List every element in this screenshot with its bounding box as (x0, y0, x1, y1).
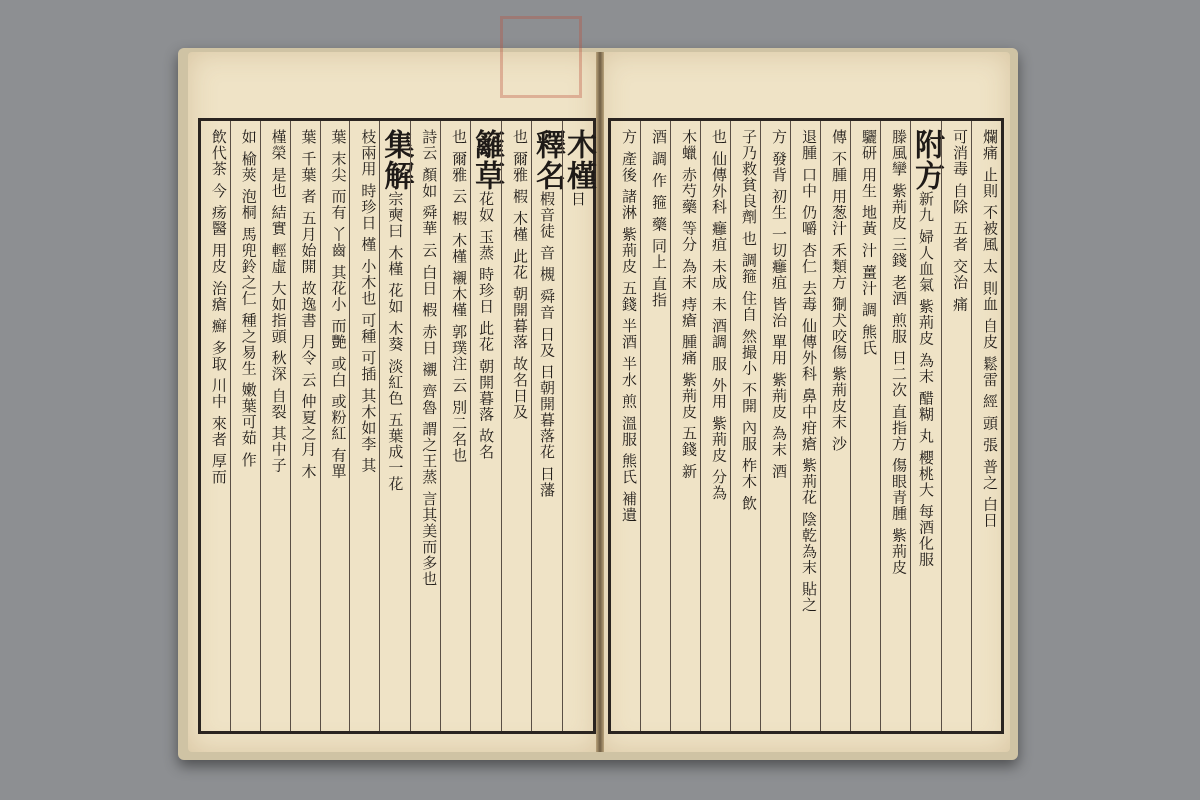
right_page-column (909, 121, 944, 731)
left_page-column (378, 121, 414, 731)
column-body-text: 宗奭曰 木槿 花如 木葵 淡紅色 五葉成一花 (386, 191, 405, 492)
column-body-text: 椵音徒 音 槻 舜音 日及 日朝開暮落花 日藩 (538, 191, 556, 498)
right_page-column (700, 121, 730, 731)
right_page-column (941, 121, 971, 731)
column-body-text: 酒 調 作 箍 藥 同上 直指 (650, 129, 668, 308)
column-heading-text: 木槿 (561, 129, 596, 191)
left_page-column (260, 121, 290, 731)
left_page-column (201, 121, 230, 731)
left_page-column (349, 121, 379, 731)
right_page-column (760, 121, 790, 731)
left-text-block (198, 118, 596, 734)
column-body-text: 可消毒 自除 五者 交治 痛 (951, 129, 969, 313)
column-body-text: 花奴 玉蒸 時珍日 此花 朝開暮落 故名 (477, 191, 496, 460)
left_page-column (530, 121, 565, 731)
left_page-column (230, 121, 260, 731)
column-body-text: 木蠟 赤芍藥 等分 為末 痔瘡 腫痛 紫荊皮 五錢 新 (680, 129, 698, 480)
right-text-block (608, 118, 1004, 734)
right_page-column (640, 121, 670, 731)
left_page-column (290, 121, 320, 731)
right_page-column (971, 121, 1001, 731)
column-body-text: 滕風攣 紫荊皮 三錢 老酒 煎服 日二次 直指方 傷眼青腫 紫荊皮 (890, 129, 908, 576)
column-body-text: 如 榆莢 泡桐 馬兜鈴之仁 種之易生 嫩葉可茹 作 (239, 129, 258, 468)
column-heading-text: 籬草 (469, 129, 505, 191)
library-seal-mark (500, 16, 582, 98)
column-body-text: 也 爾雅 云 椵 木槿 襯木槿 郭璞注 云 別二名也 (450, 129, 469, 464)
column-body-text: 葉 末尖 而有 丫齒 其花小 而艷 或白 或粉紅 有單 (329, 129, 348, 480)
right_page-column (611, 121, 640, 731)
column-body-text: 也 爾雅 椵 木槿 此花 朝開暮落 故名日及 (511, 129, 529, 420)
right_page-column (790, 121, 820, 731)
column-body-text: 方 發背 初生 一切癰疽 皆治 單用 紫荊皮 為末 酒 (770, 129, 788, 480)
column-body-text: 枝兩用 時珍日 槿 小木也 可種 可插 其木如李 其 (359, 129, 378, 474)
right_page-column (880, 121, 910, 731)
right_page-column (730, 121, 760, 731)
column-heading-text: 集解 (378, 129, 414, 191)
column-heading-text: 釋名 (530, 129, 565, 191)
right_page-column (850, 121, 880, 731)
left_page-column (501, 121, 531, 731)
left_page-column (440, 121, 470, 731)
column-body-text: 傳 不腫 用葱汁 禾類方 猘犬咬傷 紫荊皮末 沙 (830, 129, 848, 452)
left_page-column (320, 121, 350, 731)
column-body-text: 新九 婦人血氣 紫荊皮 為末 醋糊 丸 櫻桃大 每酒化服 (917, 191, 935, 568)
column-body-text: 詩云 顏如 舜華 云 白日 椵 赤日 襯 齊魯 謂之王蒸 言其美而多也 (420, 129, 439, 587)
column-body-text: 退腫 口中 仍嚼 杏仁 去毒 仙傳外科 鼻中疳瘡 紫荊花 陰乾為末 貼之 (800, 129, 818, 613)
column-body-text: 日 (569, 191, 587, 207)
right_page-column (820, 121, 850, 731)
column-heading-text: 附方 (909, 129, 944, 191)
left_page-column (469, 121, 505, 731)
column-body-text: 葉 千葉 者 五月始開 故逸書 月令 云 仲夏之月 木 (299, 129, 318, 480)
column-body-text: 子乃救貧良劑 也 調箍 住自 然撮小 不開 內服 柞木 飲 (740, 129, 758, 512)
left_page-column (410, 121, 440, 731)
left_page-column (561, 121, 596, 731)
column-body-text: 驪研 用生 地黃 汁 薑汁 調 熊氏 (860, 129, 878, 356)
book-spine (596, 52, 604, 752)
column-body-text: 方 產後 諸淋 紫荊皮 五錢 半酒 半水 煎 溫服 熊氏 補遺 (620, 129, 638, 523)
column-body-text: 爛痛 止則 不被風 太 則血 自皮 鬆雷 經 頭 張 普之 白日 (981, 129, 999, 529)
column-body-text: 飲代茶 今 疡醫 用皮 治瘡 癬 多取 川中 來者 厚而 (209, 129, 228, 485)
right_page-column (670, 121, 700, 731)
column-body-text: 槿榮 是也 結實 輕虛 大如指頭 秋深 自裂 其中子 (269, 129, 288, 474)
column-body-text: 也 仙傳外科 癰疽 未成 未 酒調 服 外用 紫荊皮 分為 (710, 129, 728, 501)
